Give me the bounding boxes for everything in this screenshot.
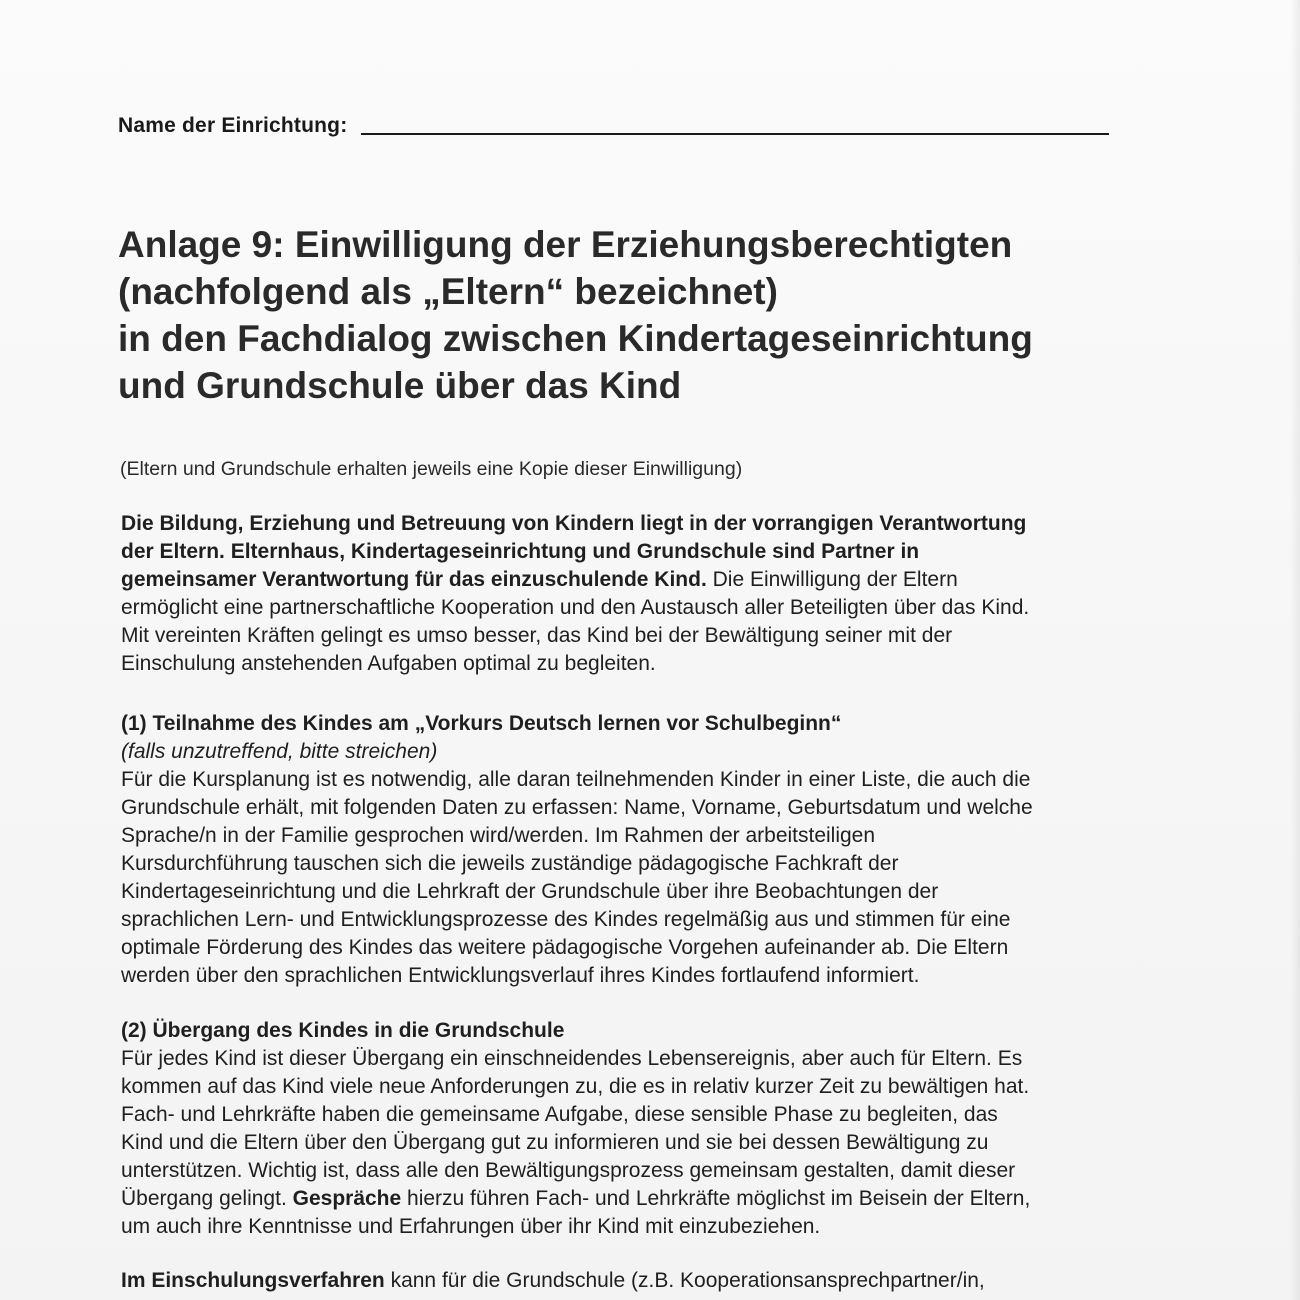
title-line: in den Fachdialog zwischen Kindertageseinrichtung [118, 318, 1033, 359]
intro-line: ermöglicht eine partnerschaftliche Kooperation und den Austausch aller Beteiligten über das Kind. [121, 596, 1030, 619]
document-title [118, 221, 1198, 409]
title-line: und Grundschule über das Kind [118, 365, 682, 406]
section-2-line: unterstützen. Wichtig ist, dass alle den Bewältigungsprozess gemeinsam gestalten, damit dieser [121, 1159, 1016, 1182]
section-2-heading: (2) Übergang des Kindes in die Grundschule [121, 1019, 565, 1042]
section-1-line: werden über den sprachlichen Entwicklungsverlauf ihres Kindes fortlaufend informiert. [121, 964, 920, 987]
section-1-line: Grundschule erhält, mit folgenden Daten zu erfassen: Name, Vorname, Geburtsdatum und welche [121, 796, 1033, 819]
section-1-line: optimale Förderung des Kindes das weitere pädagogische Vorgehen aufeinander ab. Die Eltern [121, 936, 1009, 959]
institution-name-blank-line [361, 133, 1109, 135]
section-3 [121, 1267, 1191, 1295]
section-3-plain-fragment: kann für die Grundschule (z.B. Kooperationsansprechpartner/in, [384, 1269, 985, 1292]
institution-name-row [118, 114, 1138, 138]
section-2-bold-fragment: Gespräche [292, 1187, 402, 1210]
section-2-plain-fragment: Übergang gelingt. [121, 1187, 293, 1210]
section-1-line: Kindertageseinrichtung und die Lehrkraft der Grundschule über ihre Beobachtungen der [121, 880, 939, 903]
intro-bold-fragment: gemeinsamer Verantwortung für das einzuschulende Kind. [121, 568, 707, 591]
section-1-subheading: (falls unzutreffend, bitte streichen) [121, 740, 438, 763]
copy-note: (Eltern und Grundschule erhalten jeweils eine Kopie dieser Einwilligung) [120, 458, 743, 480]
section-2-line: um auch ihre Kenntnisse und Erfahrungen über ihr Kind mit einzubeziehen. [121, 1215, 821, 1238]
section-2 [121, 1017, 1191, 1241]
section-3-bold-fragment: Im Einschulungsverfahren [121, 1269, 385, 1292]
section-3-line [121, 1267, 1191, 1295]
intro-line: Einschulung anstehenden Aufgaben optimal zu begleiten. [121, 652, 656, 675]
intro-line: Mit vereinten Kräften gelingt es umso besser, das Kind bei der Bewältigung seiner mit der [121, 624, 953, 647]
intro-paragraph [121, 510, 1191, 678]
section-1-line: sprachlichen Lern- und Entwicklungsprozesse des Kindes regelmäßig aus und stimmen für eine [121, 908, 1011, 931]
page-edge-shadow [1290, 0, 1300, 1300]
title-line: Anlage 9: Einwilligung der Erziehungsberechtigten [118, 224, 1013, 265]
intro-line: der Eltern. Elternhaus, Kindertageseinrichtung und Grundschule sind Partner in [121, 540, 920, 563]
section-1-line: Kursdurchführung tauschen sich die jeweils zuständige pädagogische Fachkraft der [121, 852, 899, 875]
intro-line [121, 566, 1191, 594]
title-line: (nachfolgend als „Eltern“ bezeichnet) [118, 271, 778, 312]
section-2-line: Für jedes Kind ist dieser Übergang ein einschneidendes Lebensereignis, aber auch für Eltern. Es [121, 1047, 1023, 1070]
section-2-plain-fragment: hierzu führen Fach- und Lehrkräfte möglichst im Beisein der Eltern, [401, 1187, 1031, 1210]
section-1-line: Sprache/n in der Familie gesprochen wird/werden. Im Rahmen der arbeitsteiligen [121, 824, 876, 847]
section-2-line: Fach- und Lehrkräfte haben die gemeinsame Aufgabe, diese sensible Phase zu begleiten, das [121, 1103, 998, 1126]
section-1-line: Für die Kursplanung ist es notwendig, alle daran teilnehmenden Kinder in einer Liste, die auch die [121, 768, 1031, 791]
section-1 [121, 710, 1191, 990]
section-2-line [121, 1185, 1191, 1213]
intro-line: Die Bildung, Erziehung und Betreuung von Kindern liegt in der vorrangigen Verantwortung [121, 512, 1027, 535]
section-1-heading: (1) Teilnahme des Kindes am „Vorkurs Deutsch lernen vor Schulbeginn“ [121, 712, 842, 735]
section-2-line: kommen auf das Kind viele neue Anforderungen zu, die es in relativ kurzer Zeit zu bewältigen hat. [121, 1075, 1030, 1098]
intro-plain-fragment: Die Einwilligung der Eltern [706, 568, 958, 591]
institution-name-label: Name der Einrichtung: [118, 114, 348, 137]
section-2-line: Kind und die Eltern über den Übergang gut zu informieren und sie bei dessen Bewältigung zu [121, 1131, 989, 1154]
